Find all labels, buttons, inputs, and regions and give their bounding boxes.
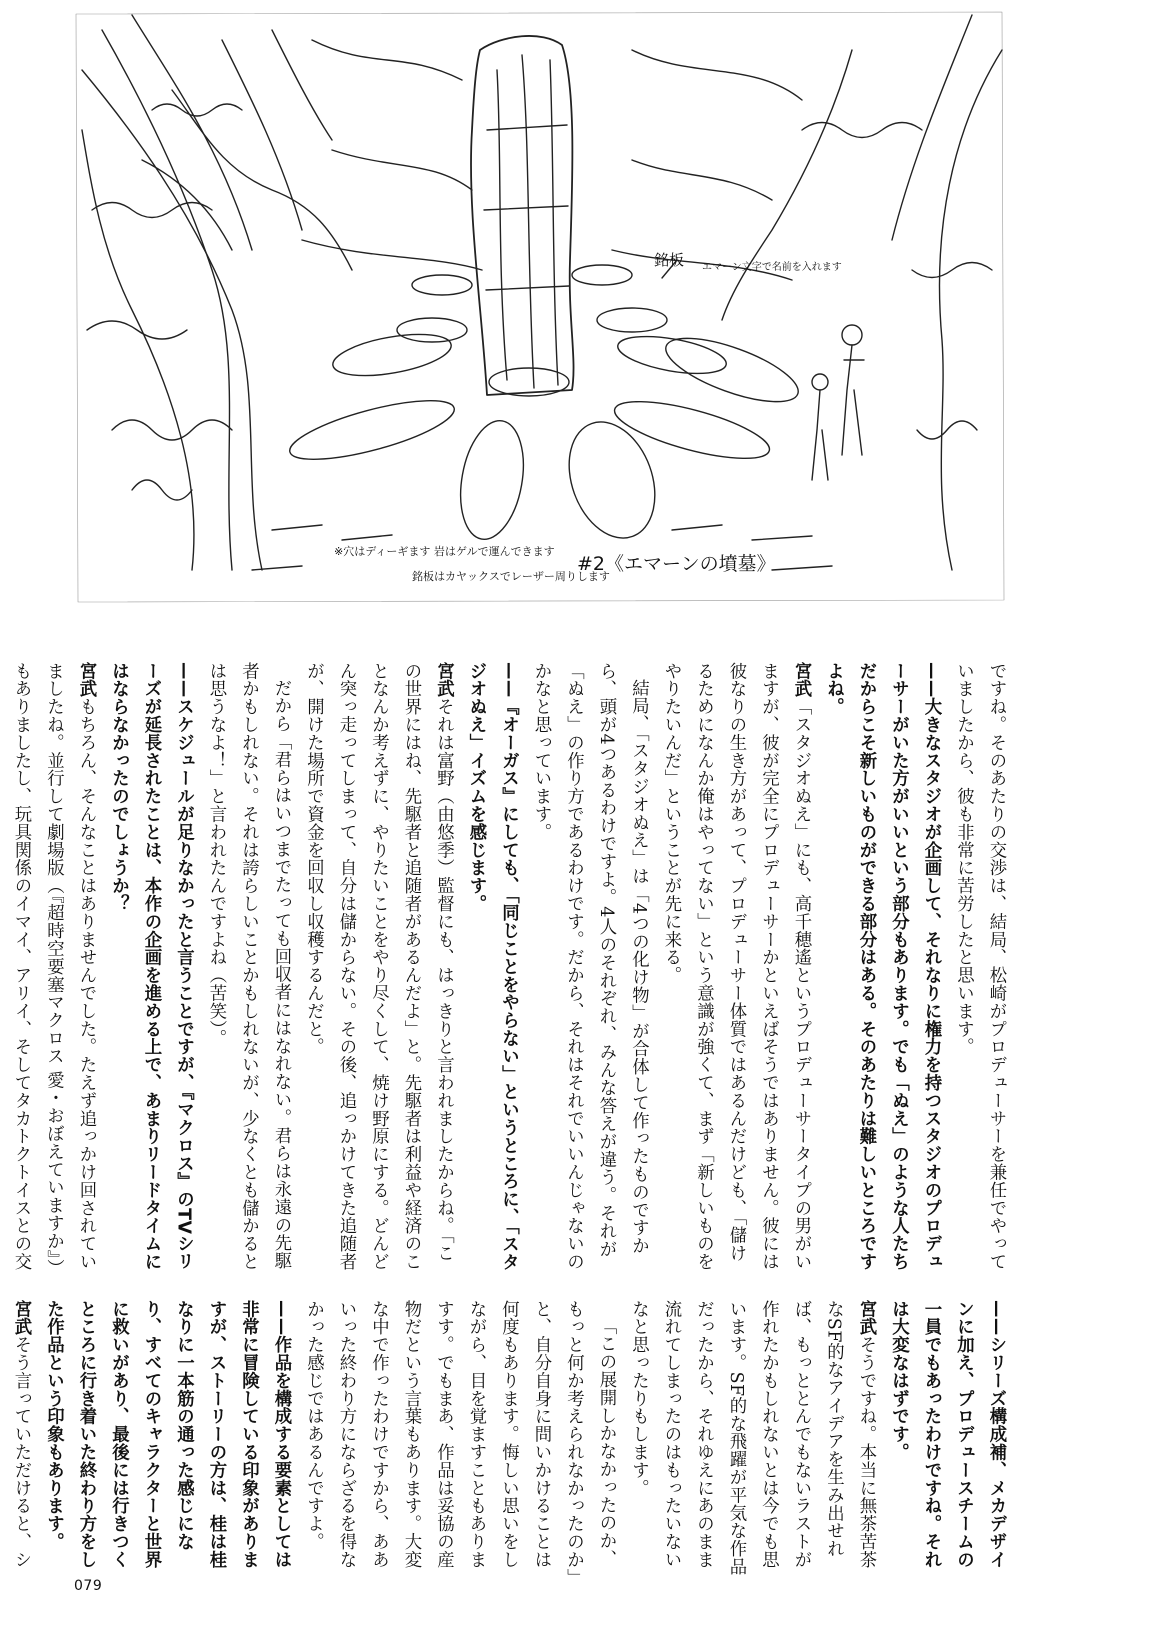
article-text-upper (11, 662, 1012, 1274)
paragraph: 宮武そうですね。本当に無茶苦茶なSF的なアイデアを生み出せれば、もっととんでもないラストが作れたかもしれないとは今でも思います。SF的な飛躍が平気な作品だったから、それゆえにあのまま流れてしまったのはもったいないなと思ったりもします。 (628, 1300, 876, 1576)
speaker-label: 宮武 (76, 662, 96, 698)
question-paragraph: ——『オーガス』にしても、「同じことをやらない」というところに、「スタジオぬえ」イズムを感じます。 (466, 662, 519, 1272)
sketch-illustration (72, 10, 1007, 623)
question-paragraph: ——作品を構成する要素としては非常に冒険している印象がありますが、ストーリーの方は、桂は桂なりに一本筋の通った感じになり、すべてのキャラクターと世界に救いがあり、最後には行きつくところに行き着いた終わり方をした作品という印象もあります。 (43, 1300, 291, 1569)
question-paragraph: ——スケジュールが足りなかったと言うことですが、『マクロス』のTVシリーズが延長されたことは、本作の企画を進める上で、あまりリードタイムにはならなかったのでしょうか？ (108, 662, 194, 1271)
label-plaque: 銘板 (654, 251, 685, 269)
paragraph: 宮武もちろん、そんなことはありませんでした。たえず追っかけ回されていましたね。並行して劇場版（『超時空要塞マクロス 愛・おぼえていますか』）もありましたし、玩具関係のイマイ、アリイ、そしてタカトクトイスとの交 (11, 662, 96, 1271)
label-plaque-note: エマーン文字で名前を入れます (702, 262, 842, 273)
paragraph: 「この展開しかなかったのか、もっと何か考えられなかったのか」と、自分自身に問いかけることは何度もあります。悔しい思いをしながら、目を覚ますこともありますす。でもまあ、作品は妥協の産物だという言葉もあります。大変な中で作ったわけですから、ああいった終わり方にならざるを得なかった感じではあるんですよ。 (303, 1300, 616, 1578)
paragraph: だから「君らはいつまでたっても回収者にはなれない。君らは永遠の先駆者かもしれない。それは誇らしいことかもしれないが、少なくとも儲かるとは思うなよ！」と言われたんですよね（苦笑）。 (206, 662, 291, 1271)
caption-title: #2《エマーンの墳墓》 (577, 553, 776, 575)
speaker-label: 宮武 (433, 662, 454, 698)
paragraph: 宮武「スタジオぬえ」にも、高千穂遙というプロデューサータイプの男がいますが、彼が完全にプロデューサーかといえばそうではありません。彼には彼なりの生き方があって、プロデューサー体質ではあるんだけども、「儲けるためになんか俺はやってない」という意識が強くて、まず「新しいものをやりたいんだ」ということが先に来る。 (661, 662, 811, 1271)
paragraph: 宮武そう言っていただけると、シ (11, 1300, 31, 1569)
speaker-label: 宮武 (11, 1300, 31, 1336)
question-paragraph: ——シリーズ構成補、メカデザインに加え、プロデュースチームの一員でもあったわけですね。それは大変なはずです。 (888, 1300, 1006, 1569)
paragraph: 宮武それは富野（由悠季）監督にも、はっきりと言われましたからね。「この世界にはね、先駆者と追随者があるんだよ」と。先駆者は利益や経済のことなんか考えずに、やりたいことをやり尽くして、焼け野原にする。どんどん突っ走ってしまって、自分は儲からない。その後、追っかけてきた追随者が、開けた場所で資金を回収し収穫するんだと。 (303, 662, 454, 1271)
speaker-label: 宮武 (856, 1300, 876, 1336)
question-paragraph: ——大きなスタジオが企画して、それなりに権力を持つスタジオのプロデューサーがいた方がいいという部分もあります。でも「ぬえ」のような人たちだからこそ新しいものができる部分はある。そのあたりは難しいところですよね。 (823, 662, 941, 1271)
paragraph: ですね。そのあたりの交渉は、結局、松崎がプロデューサーを兼任でやっていましたから、彼も非常に苦労したと思います。 (953, 662, 1006, 1271)
caption-note-2: 銘板はカヤックスでレーザー周りします (412, 570, 610, 583)
caption-note-1: ※穴はディーギます 岩はゲルで運んできます (334, 545, 555, 558)
paragraph: 結局、「スタジオぬえ」は「4つの化け物」が合体して作ったものですから、頭が4つあるわけですよ。4人のそれぞれ、みんな答えが違う。それが「ぬえ」の作り方であるわけです。だから、それはそれでいいんじゃないのかなと思っています。 (531, 662, 649, 1271)
article-text-lower (11, 1300, 1012, 1582)
speaker-label: 宮武 (791, 662, 811, 698)
page-number: 079 (74, 1578, 103, 1594)
